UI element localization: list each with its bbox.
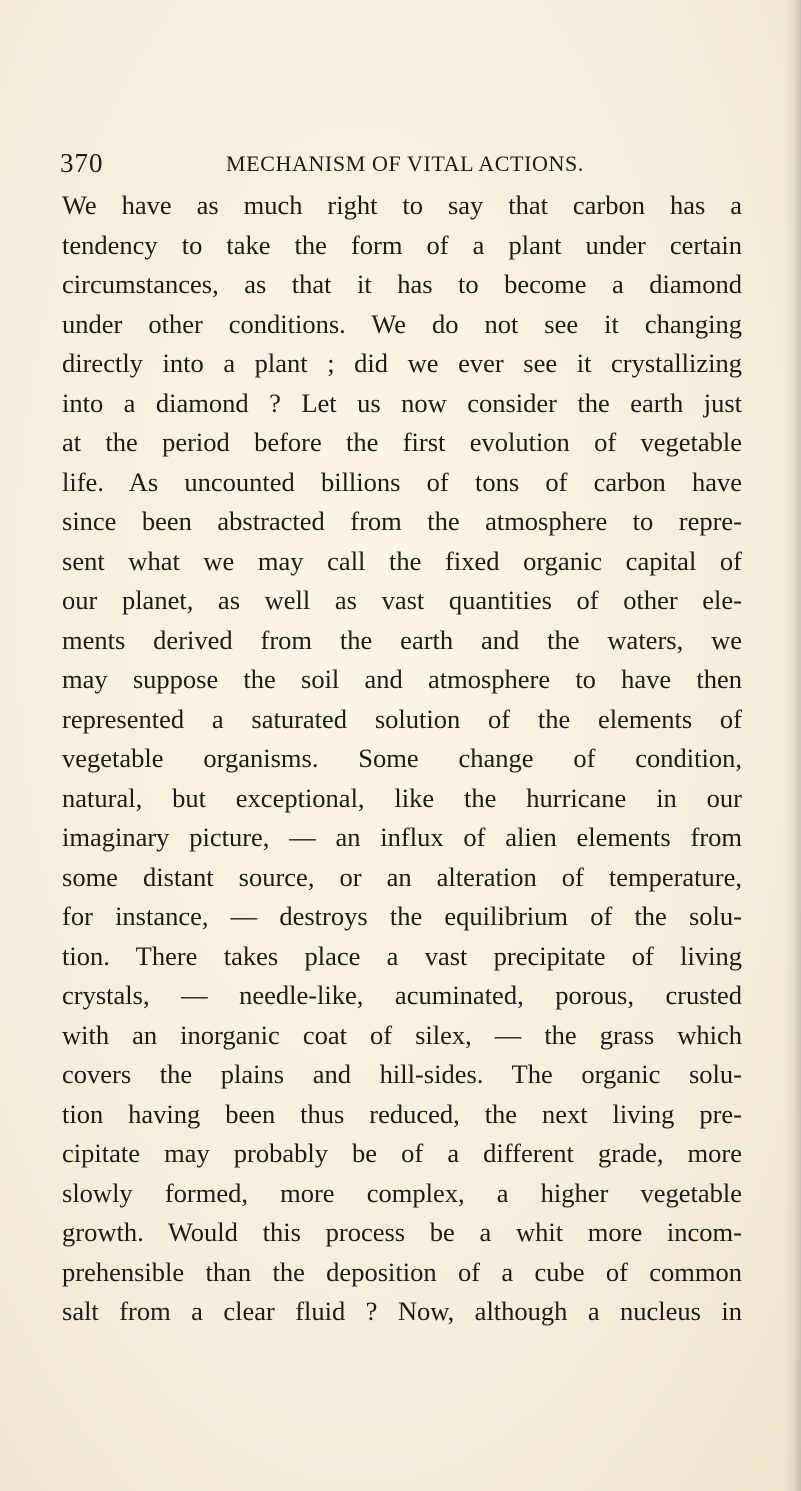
text-line: slowly formed, more complex, a higher vegetable — [62, 1177, 742, 1208]
text-line: tion. There takes place a vast precipitate of living — [62, 940, 742, 971]
text-line: under other conditions. We do not see it changing — [62, 308, 742, 339]
running-title: MECHANISM OF VITAL ACTIONS. — [226, 151, 584, 176]
text-line: represented a saturated solution of the elements of — [62, 703, 742, 734]
text-line: salt from a clear fluid ? Now, although a nucleus in — [62, 1296, 742, 1326]
text-line: tendency to take the form of a plant under certain — [62, 229, 742, 260]
text-line: growth. Would this process be a whit more incom- — [62, 1217, 742, 1247]
body-text — [62, 186, 742, 1332]
text-line: our planet, as well as vast quantities of other ele- — [62, 585, 742, 615]
text-line: crystals, — needle-like, acuminated, porous, crusted — [62, 980, 742, 1010]
text-line: into a diamond ? Let us now consider the earth just — [62, 387, 742, 418]
text-line: may suppose the soil and atmosphere to have then — [62, 664, 742, 694]
text-line: cipitate may probably be of a different grade, more — [62, 1138, 742, 1168]
text-line: some distant source, or an alteration of temperature, — [62, 861, 742, 892]
text-line: directly into a plant ; did we ever see it crystallizing — [62, 348, 742, 378]
text-line: since been abstracted from the atmosphere to repre- — [62, 506, 742, 536]
page-number: 370 — [60, 148, 104, 178]
text-line: ments derived from the earth and the waters, we — [62, 624, 742, 655]
text-line: life. As uncounted billions of tons of carbon have — [62, 466, 742, 497]
text-line: We have as much right to say that carbon has a — [62, 190, 742, 220]
text-line: circumstances, as that it has to become a diamond — [62, 269, 742, 299]
text-line: imaginary picture, — an influx of alien elements from — [62, 822, 742, 852]
page-edge-shadow — [783, 0, 801, 1491]
text-line: at the period before the first evolution of vegetable — [62, 427, 742, 457]
text-line: sent what we may call the fixed organic capital of — [62, 545, 742, 576]
text-line: prehensible than the deposition of a cube of common — [62, 1256, 742, 1287]
text-line: natural, but exceptional, like the hurricane in our — [62, 782, 742, 813]
text-line: tion having been thus reduced, the next living pre- — [62, 1098, 742, 1129]
text-line: vegetable organisms. Some change of condition, — [62, 743, 742, 773]
text-line: for instance, — destroys the equilibrium of the solu- — [62, 901, 742, 931]
running-header — [60, 148, 740, 180]
text-line: with an inorganic coat of silex, — the grass which — [62, 1019, 742, 1050]
text-line: covers the plains and hill-sides. The organic solu- — [62, 1059, 742, 1089]
